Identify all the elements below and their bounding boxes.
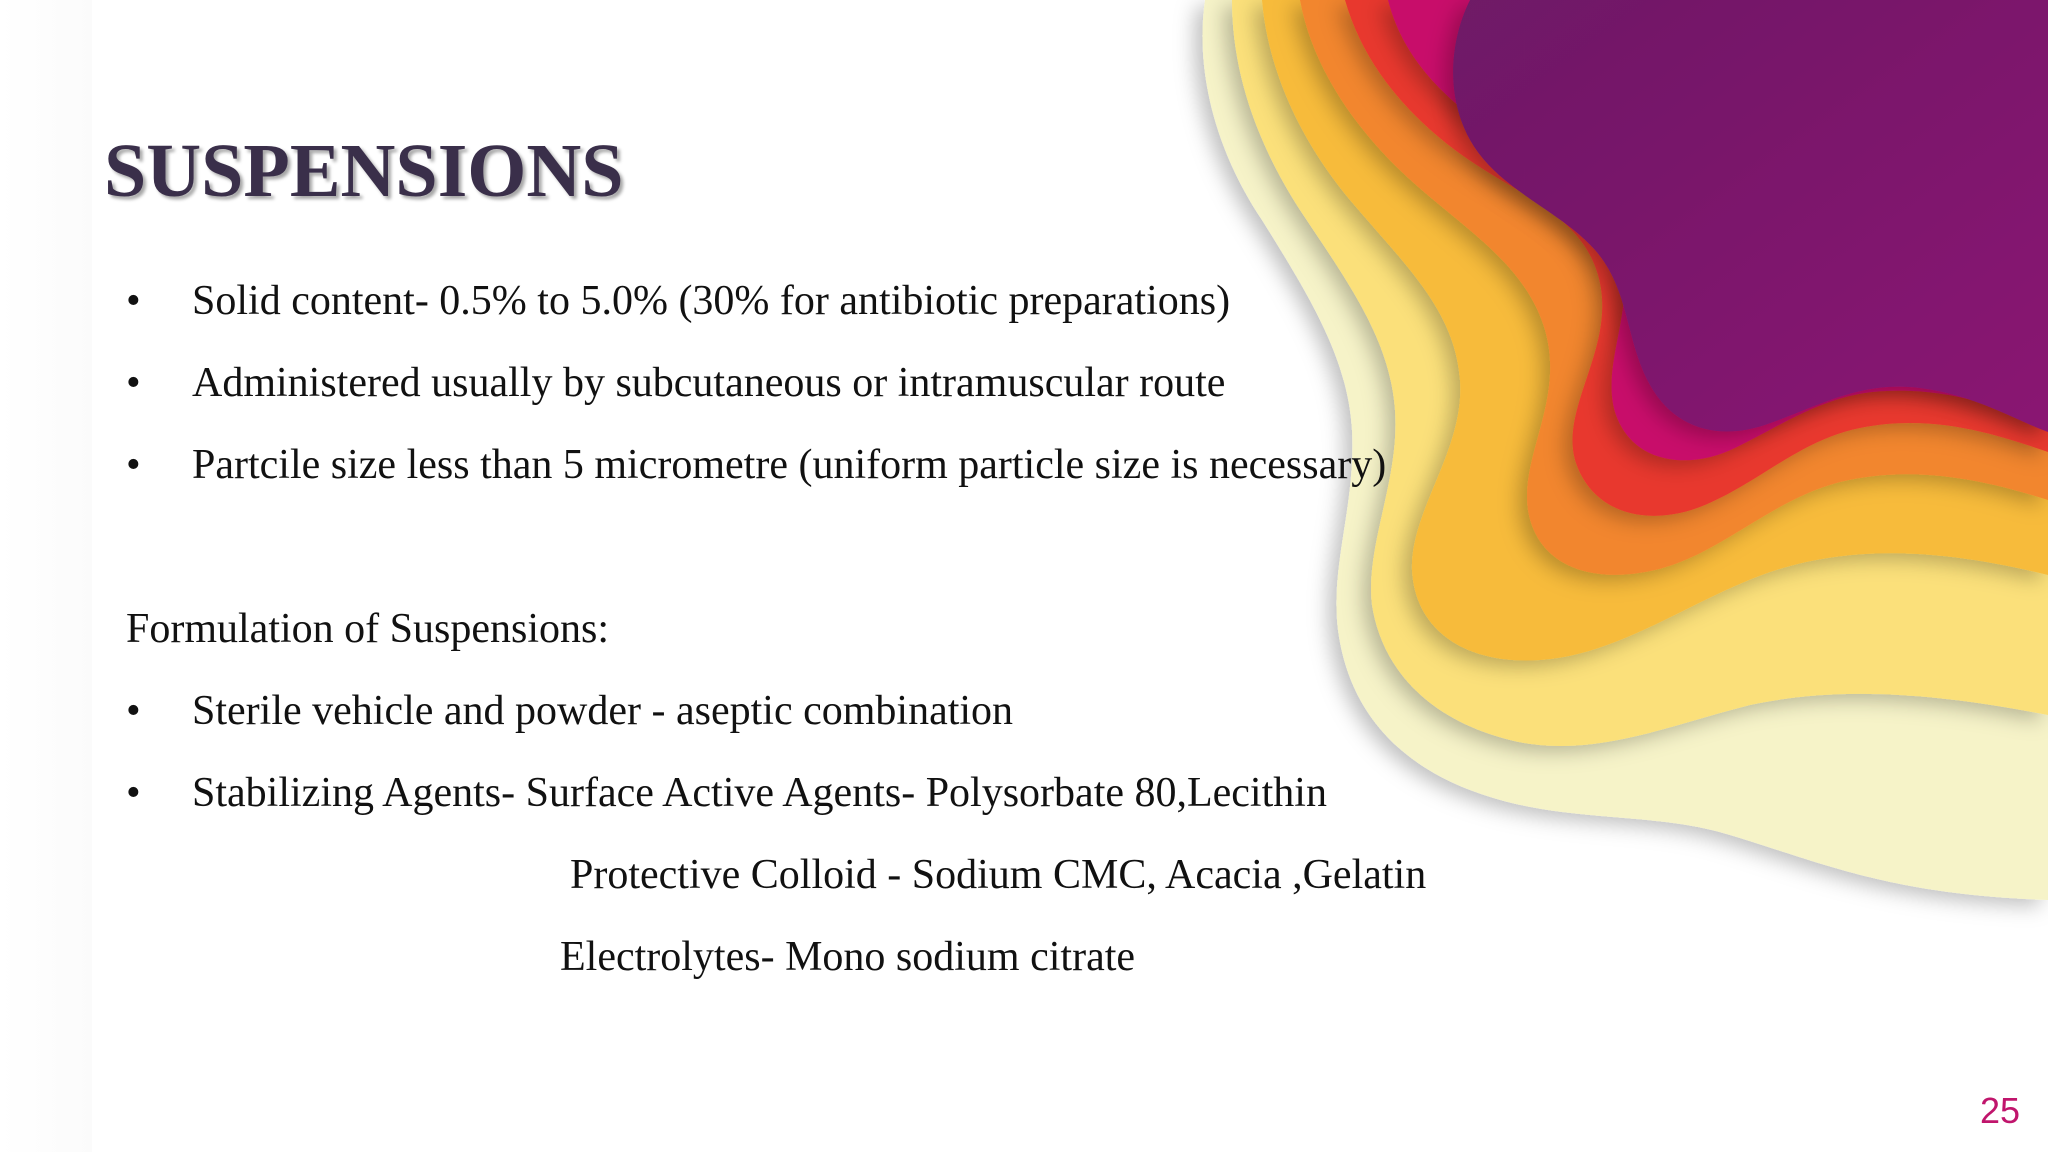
page-number: 25 xyxy=(1979,1090,2020,1131)
bullet-solid-content: Solid content- 0.5% to 5.0% (30% for antibiotic preparations) xyxy=(192,278,1231,324)
bullet-marker-3: • xyxy=(126,442,141,488)
bullet-stabilizing-agents: Stabilizing Agents- Surface Active Agents- Polysorbate 80,Lecithin xyxy=(192,770,1327,816)
bullet-sterile-vehicle: Sterile vehicle and powder - aseptic combination xyxy=(192,688,1014,734)
bullet-marker-5: • xyxy=(126,770,141,816)
formulation-subheading: Formulation of Suspensions: xyxy=(126,606,610,652)
bullet-administration-route: Administered usually by subcutaneous or intramuscular route xyxy=(192,360,1226,406)
bullet-marker-2: • xyxy=(126,360,141,406)
slide-title: SUSPENSIONS xyxy=(104,129,624,213)
line-electrolytes: Electrolytes- Mono sodium citrate xyxy=(560,934,1136,980)
bullet-marker-1: • xyxy=(126,278,141,324)
bullet-particle-size: Partcile size less than 5 micrometre (uniform particle size is necessary) xyxy=(192,442,1387,488)
bullet-marker-4: • xyxy=(126,688,141,734)
line-protective-colloid: Protective Colloid - Sodium CMC, Acacia ,Gelatin xyxy=(570,852,1427,898)
